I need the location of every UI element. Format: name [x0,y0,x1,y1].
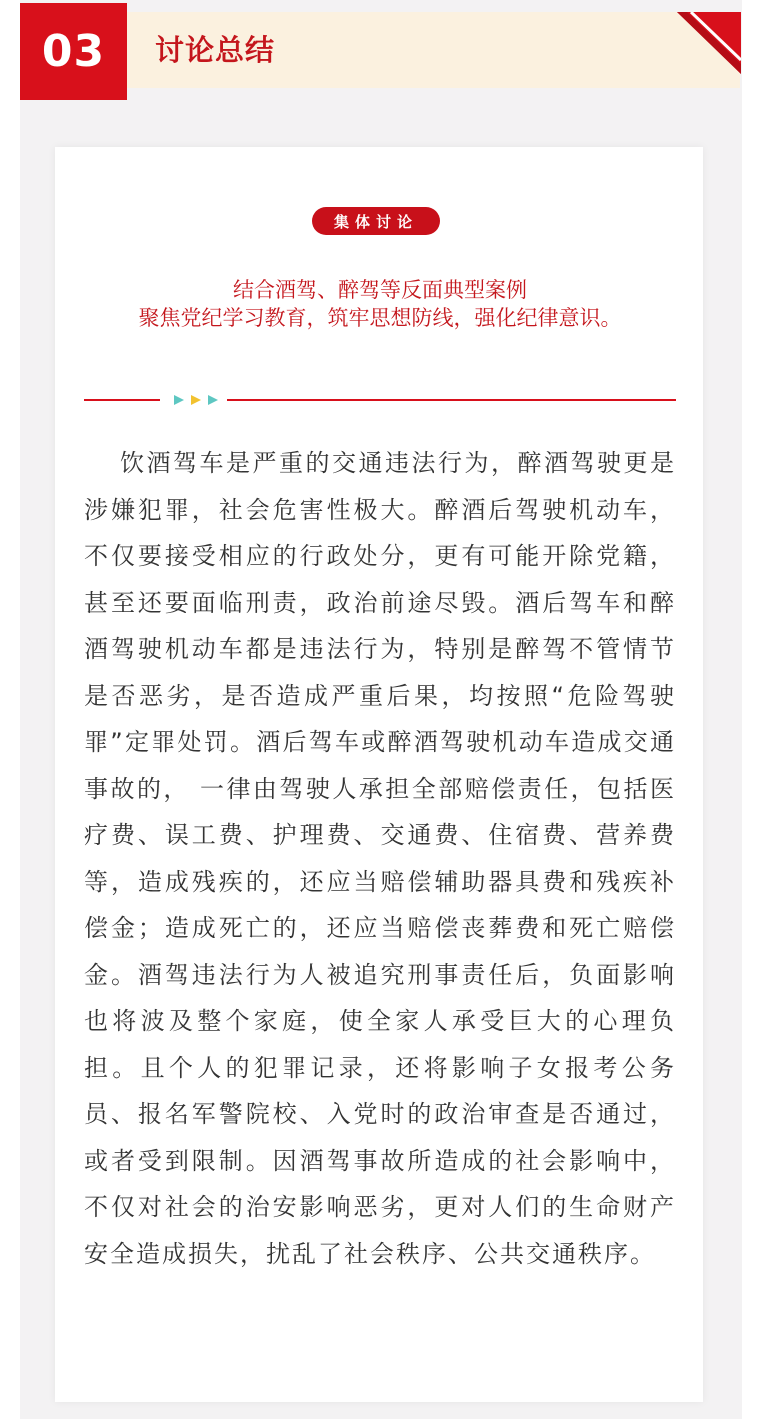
intro-line-1: 结合酒驾、醉驾等反面典型案例 [233,278,527,302]
divider-right [227,399,676,401]
discussion-badge: 集体讨论 [312,207,440,235]
divider-left [84,399,160,401]
triple-arrow-icon [172,393,222,407]
corner-decoration-icon [677,12,741,74]
section-title: 讨论总结 [155,33,276,67]
section-number: 03 [20,3,127,100]
article-body [84,440,676,1277]
intro-line-2: 聚焦党纪学习教育，筑牢思想防线，强化纪律意识。 [138,306,622,330]
article-paragraph: 饮酒驾车是严重的交通违法行为，醉酒驾驶更是涉嫌犯罪，社会危害性极大。醉酒后驾驶机动车，不仅要接受相应的行政处分，更有可能开除党籍，甚至还要面临刑责，政治前途尽毁。酒后驾车和醉酒驾驶机动车都是违法行为，特别是醉驾不管情节是否恶劣，是否造成严重后果，均按照“危险驾驶罪”定罪处罚。酒后驾车或醉酒驾驶机动车造成交通事故的， 一律由驾驶人承担全部赔偿责任，包括医疗费、误工费、护理费、交通费、住宿费、营养费等，造成残疾的，还应当赔偿辅助器具费和残疾补偿金；造成死亡的，还应当赔偿丧葬费和死亡赔偿金。酒驾违法行为人被追究刑事责任后，负面影响也将波及整个家庭，使全家人承受巨大的心理负担。且个人的犯罪记录，还将影响子女报考公务员、报名军警院校、入党时的政治审查是否通过，或者受到限制。因酒驾事故所造成的社会影响中，不仅对社会的治安影响恶劣，更对人们的生命财产安全造成损失，扰乱了社会秩序、公共交通秩序。 [84,449,676,1268]
